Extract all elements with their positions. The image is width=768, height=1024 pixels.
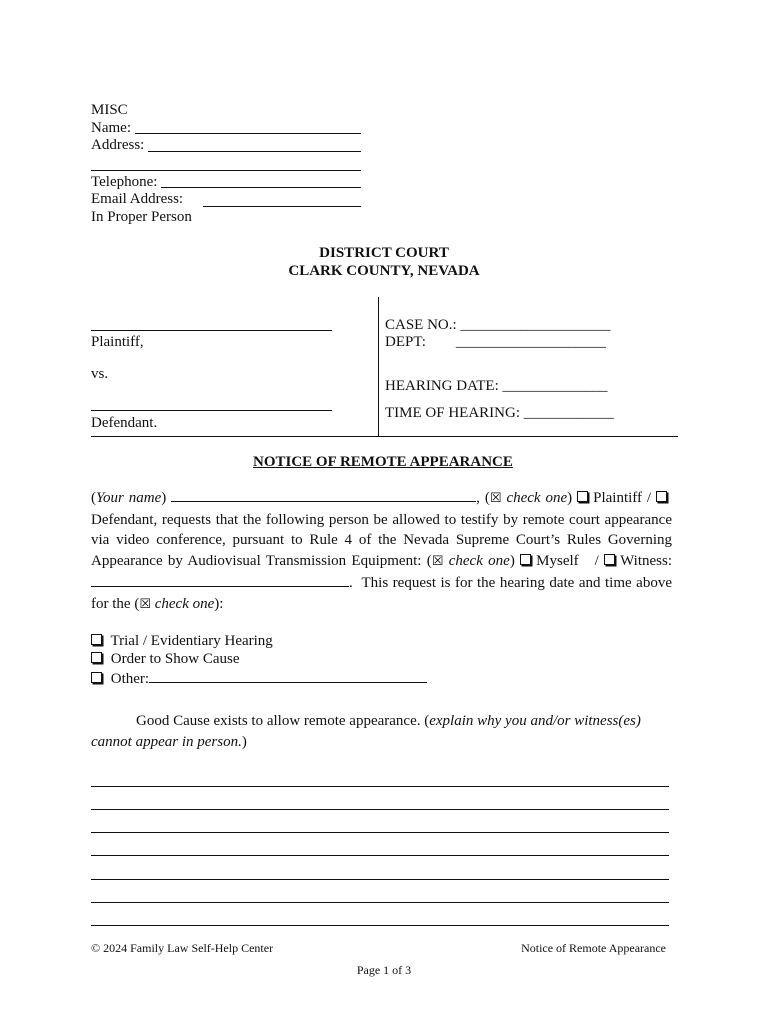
other-checkbox[interactable] — [91, 672, 102, 683]
page-number: Page 1 of 3 — [356, 963, 412, 977]
trial-checkbox[interactable] — [91, 634, 102, 645]
good-cause-hint: explain why you and/or witness(es) cannot appear in person. — [91, 713, 641, 750]
dept-field[interactable]: DEPT: ____________________ — [385, 334, 606, 350]
name-label: Name: — [91, 120, 131, 136]
footer-doc-title: Notice of Remote Appearance — [521, 941, 666, 955]
request-paragraph: (Your name) , (☒ check one) Plaintiff / Defendant, requests that the following person be allowed to testify by remote court appearance via video conference, pursuant to Rule 4 of the Nevada Supreme Court’s Rules Governing Appearance by Audiovisual Transmission Equipment: (☒ check one) Myself / Witness: . This request is for the hearing date and time above for the (☒ check one): — [91, 487, 672, 615]
telephone-label: Telephone: — [91, 174, 158, 190]
address-field-line2[interactable] — [91, 170, 361, 171]
witness-checkbox[interactable] — [604, 554, 615, 565]
hearing-date-field[interactable]: HEARING DATE: ______________ — [385, 378, 608, 394]
explanation-line-6[interactable] — [91, 902, 669, 903]
witness-label: Witness: — [620, 552, 673, 569]
form-code: MISC — [91, 102, 128, 118]
witness-name-field[interactable] — [91, 572, 349, 587]
checked-box-icon-3: ☒ — [139, 596, 151, 612]
option-trial[interactable] — [91, 632, 273, 650]
telephone-field[interactable] — [161, 187, 361, 188]
trial-label: Trial / Evidentiary Hearing — [110, 633, 273, 649]
your-name-field[interactable] — [171, 487, 476, 502]
request-text: This request is for the hearing date and time above for the — [91, 575, 672, 612]
caption-divider — [378, 297, 379, 437]
checked-box-icon: ☒ — [489, 491, 502, 506]
myself-checkbox[interactable] — [520, 554, 531, 565]
footer-copyright: © 2024 Family Law Self-Help Center — [91, 941, 274, 955]
address-label: Address: — [91, 137, 145, 153]
time-of-hearing-field[interactable]: TIME OF HEARING: ____________ — [385, 405, 614, 421]
explanation-line-7[interactable] — [91, 925, 669, 926]
plaintiff-checkbox[interactable] — [577, 491, 588, 502]
osc-label: Order to Show Cause — [110, 651, 240, 667]
proper-person-label: In Proper Person — [91, 209, 192, 225]
explanation-line-2[interactable] — [91, 809, 669, 810]
defendant-checkbox[interactable] — [656, 491, 667, 502]
myself-option-label: Myself — [536, 552, 579, 569]
option-osc[interactable] — [91, 650, 239, 668]
caption-bottom-rule — [91, 436, 678, 437]
explanation-line-5[interactable] — [91, 879, 669, 880]
court-county: CLARK COUNTY, NEVADA — [288, 263, 480, 279]
other-label: Other: — [110, 671, 150, 687]
document-title: NOTICE OF REMOTE APPEARANCE — [253, 454, 513, 470]
defendant-request-text: Defendant, requests that the following person be allowed to testify by remote court appearance via video conference, pursuant to Rule 4 of the Nevada Supreme Court’s Rules Governing Appearance by Audiovisual Transmission Equipment: — [91, 511, 672, 569]
email-field[interactable] — [203, 206, 361, 207]
case-no-field[interactable]: CASE NO.: ____________________ — [385, 317, 611, 333]
defendant-name-field[interactable] — [91, 410, 332, 411]
checked-box-icon-2: ☒ — [431, 553, 444, 569]
defendant-label: Defendant. — [91, 415, 158, 431]
check-one-hint: check one — [506, 490, 568, 506]
plaintiff-option-label: Plaintiff / — [593, 490, 652, 506]
check-one-hint-2: check one — [448, 552, 510, 569]
explanation-line-1[interactable] — [91, 786, 669, 787]
your-name-hint: Your name — [96, 490, 162, 506]
court-name: DISTRICT COURT — [319, 245, 449, 261]
option-other[interactable] — [91, 668, 427, 688]
explanation-line-3[interactable] — [91, 832, 669, 833]
plaintiff-label: Plaintiff, — [91, 334, 144, 350]
good-cause-text: Good Cause exists to allow remote appearance. ( — [136, 713, 430, 729]
check-one-hint-3: check one — [154, 595, 215, 612]
address-field[interactable] — [148, 151, 361, 152]
vs-label: vs. — [91, 366, 109, 382]
osc-checkbox[interactable] — [91, 652, 102, 663]
explanation-line-4[interactable] — [91, 855, 669, 856]
email-label: Email Address: — [91, 191, 184, 207]
plaintiff-name-field[interactable] — [91, 330, 332, 331]
name-field[interactable] — [135, 133, 361, 134]
good-cause-close: ) — [241, 733, 247, 750]
other-field[interactable] — [149, 668, 427, 683]
good-cause-paragraph — [91, 711, 669, 752]
